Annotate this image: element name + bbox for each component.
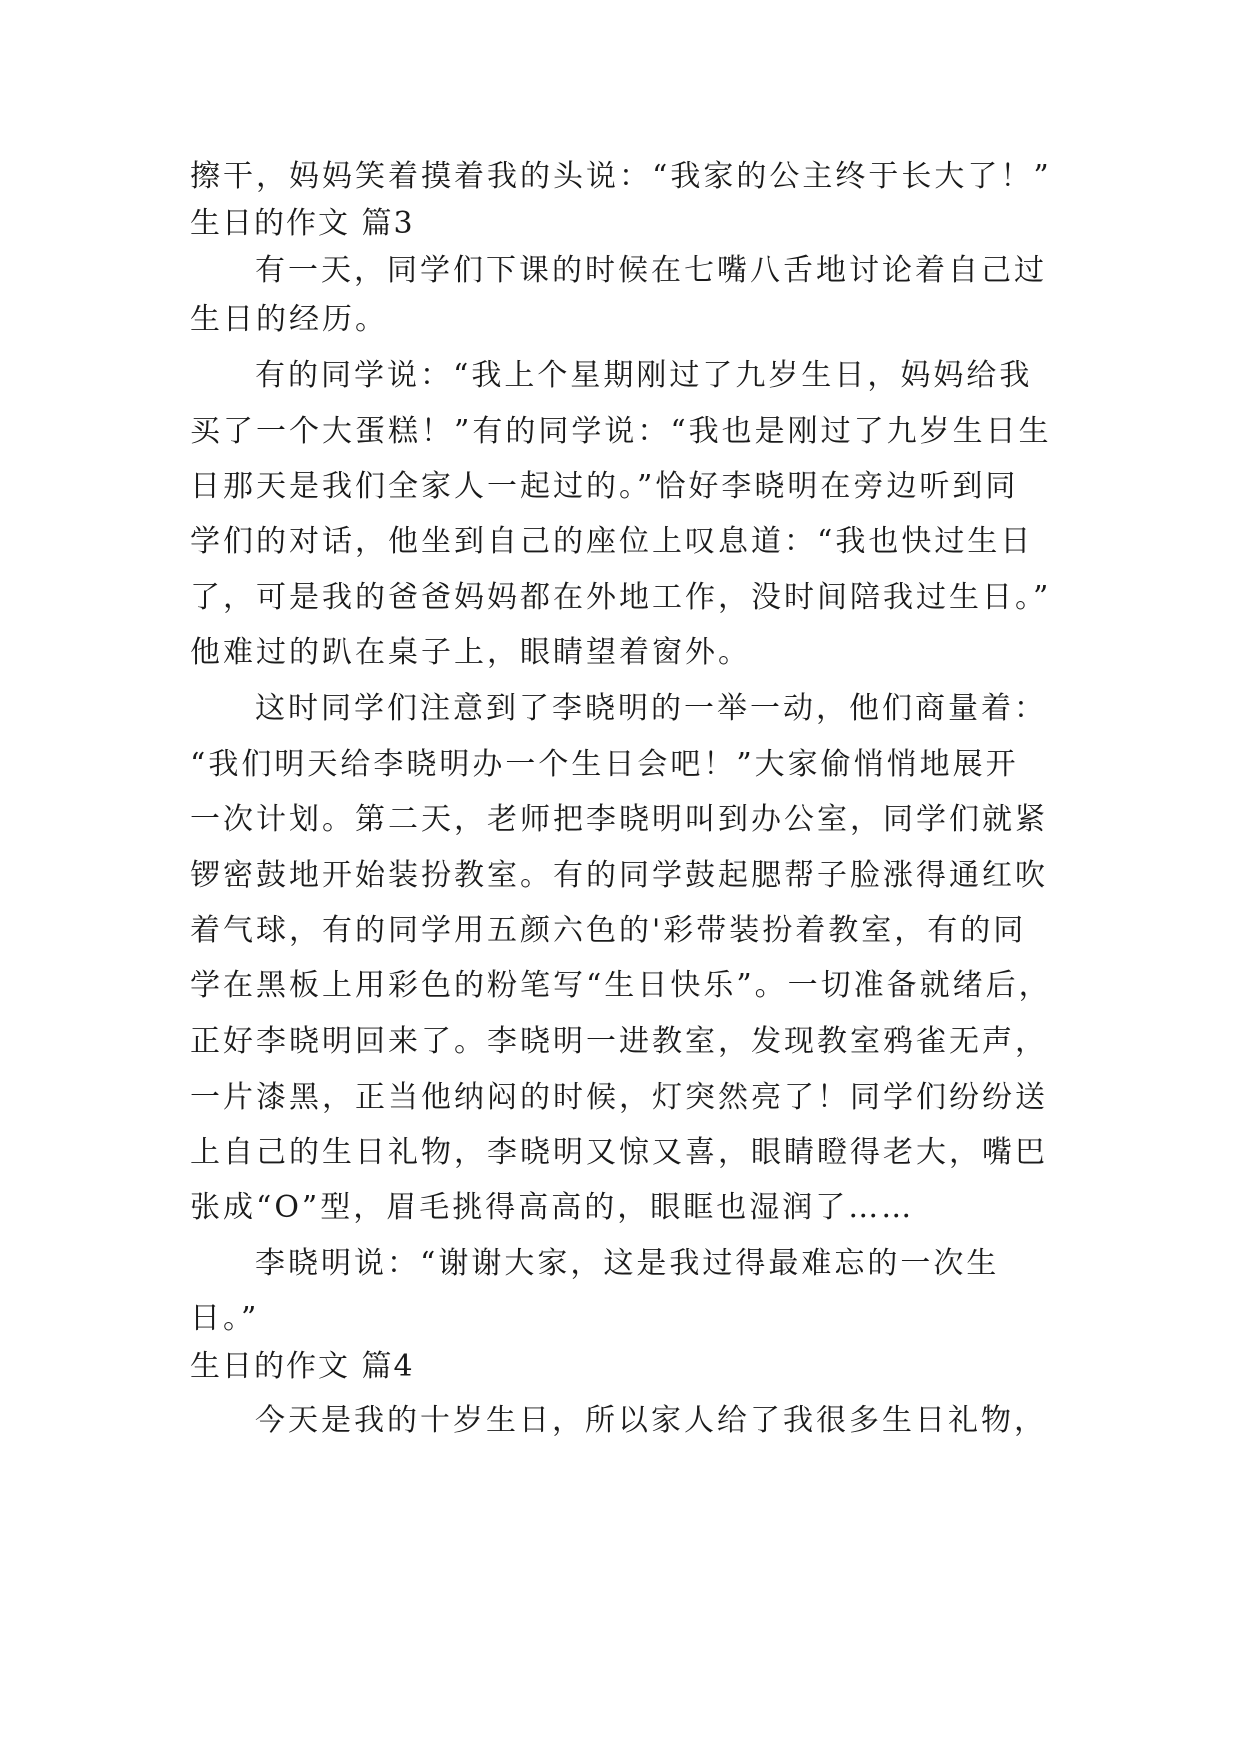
text-line: 学在黑板上用彩色的粉笔写“生日快乐”。一切准备就绪后， [190, 968, 1052, 1003]
text-line: 一次计划。第二天，老师把李晓明叫到办公室，同学们就紧 [190, 802, 1048, 837]
text-line: “我们明天给李晓明办一个生日会吧！”大家偷悄悄地展开 [190, 747, 1019, 782]
text-line: 正好李晓明回来了。李晓明一进教室，发现教室鸦雀无声， [190, 1024, 1048, 1059]
section-heading: 生日的作文 篇3 [190, 206, 415, 241]
text-line: 日那天是我们全家人一起过的。”恰好李晓明在旁边听到同 [190, 469, 1019, 504]
text-line: 着气球，有的同学用五颜六色的'彩带装扮着教室，有的同 [190, 913, 1027, 948]
section-heading: 生日的作文 篇4 [190, 1349, 415, 1384]
text-line: 买了一个大蛋糕！”有的同学说：“我也是刚过了九岁生日生 [190, 414, 1052, 449]
text-line: 有的同学说：“我上个星期刚过了九岁生日，妈妈给我 [255, 358, 1033, 393]
text-line: 了，可是我的爸爸妈妈都在外地工作，没时间陪我过生日。” [190, 580, 1052, 615]
text-line: 李晓明说：“谢谢大家，这是我过得最难忘的一次生 [255, 1246, 1000, 1281]
text-line: 这时同学们注意到了李晓明的一举一动，他们商量着： [255, 691, 1047, 726]
text-line: 日。” [190, 1301, 260, 1336]
text-line: 今天是我的十岁生日，所以家人给了我很多生日礼物， [255, 1403, 1047, 1438]
text-line: 锣密鼓地开始装扮教室。有的同学鼓起腮帮子脸涨得通红吹 [190, 858, 1048, 893]
text-line: 学们的对话，他坐到自己的座位上叹息道：“我也快过生日 [190, 524, 1034, 559]
text-line: 上自己的生日礼物，李晓明又惊又喜，眼睛瞪得老大，嘴巴 [190, 1135, 1048, 1170]
text-line: 张成“O”型，眉毛挑得高高的，眼眶也湿润了…… [190, 1190, 915, 1225]
text-line: 擦干，妈妈笑着摸着我的头说：“我家的公主终于长大了！” [190, 159, 1052, 194]
text-line: 有一天，同学们下课的时候在七嘴八舌地讨论着自己过 [255, 253, 1047, 288]
text-line: 生日的经历。 [190, 302, 388, 337]
text-line: 他难过的趴在桌子上，眼睛望着窗外。 [190, 635, 751, 670]
text-line: 一片漆黑，正当他纳闷的时候，灯突然亮了！同学们纷纷送 [190, 1080, 1048, 1115]
